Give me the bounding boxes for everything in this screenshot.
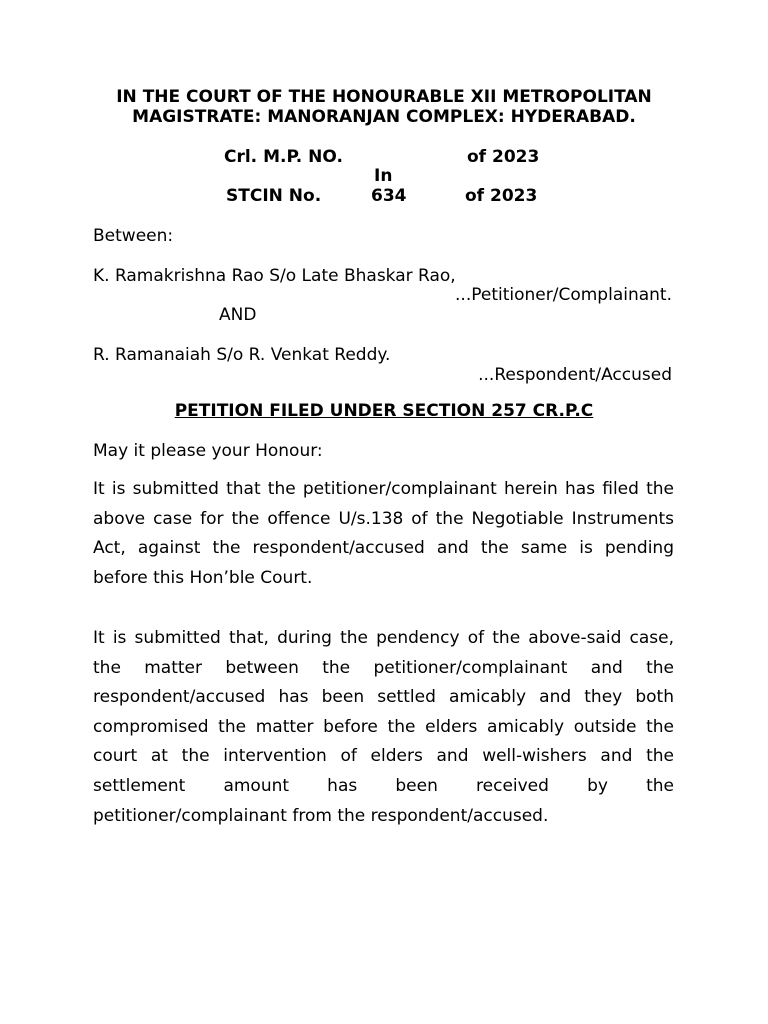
paragraph-2: It is submitted that, during the pendency of the above-said case, the matter between the petitioner/complainant and the respondent/accused has been settled amicably and they both compromised the matter before the elders amicably outside the court at the intervention of elders and well-wishers and the settlement amount has been received by the petitioner/complainant from the respondent/accused. — [93, 628, 674, 826]
crl-mp-year: of 2023 — [467, 147, 540, 167]
crl-mp-label: Crl. M.P. NO. — [224, 147, 343, 167]
petitioner-name: K. Ramakrishna Rao S/o Late Bhaskar Rao, — [93, 266, 456, 286]
respondent-name: R. Ramanaiah S/o R. Venkat Reddy. — [93, 345, 391, 365]
petition-heading: PETITION FILED UNDER SECTION 257 CR.P.C — [174, 401, 594, 421]
respondent-role: ...Respondent/Accused — [478, 365, 672, 385]
stcin-number: 634 — [371, 186, 407, 206]
salutation: May it please your Honour: — [93, 441, 323, 461]
stcin-label: STCIN No. — [226, 186, 322, 206]
in-label: In — [374, 166, 393, 186]
court-title-line-2: MAGISTRATE: MANORANJAN COMPLEX: HYDERABAD. — [132, 107, 636, 127]
petitioner-role: ...Petitioner/Complainant. — [455, 285, 672, 305]
paragraph-1: It is submitted that the petitioner/complainant herein has filed the above case for the offence U/s.138 of the Negotiable Instruments Act, against the respondent/accused and the same is pending before this Hon’ble Court. — [93, 479, 674, 588]
and-label: AND — [219, 305, 257, 325]
stcin-year: of 2023 — [465, 186, 538, 206]
court-title-line-1: IN THE COURT OF THE HONOURABLE XII METROPOLITAN — [116, 87, 652, 107]
between-label: Between: — [93, 226, 174, 246]
